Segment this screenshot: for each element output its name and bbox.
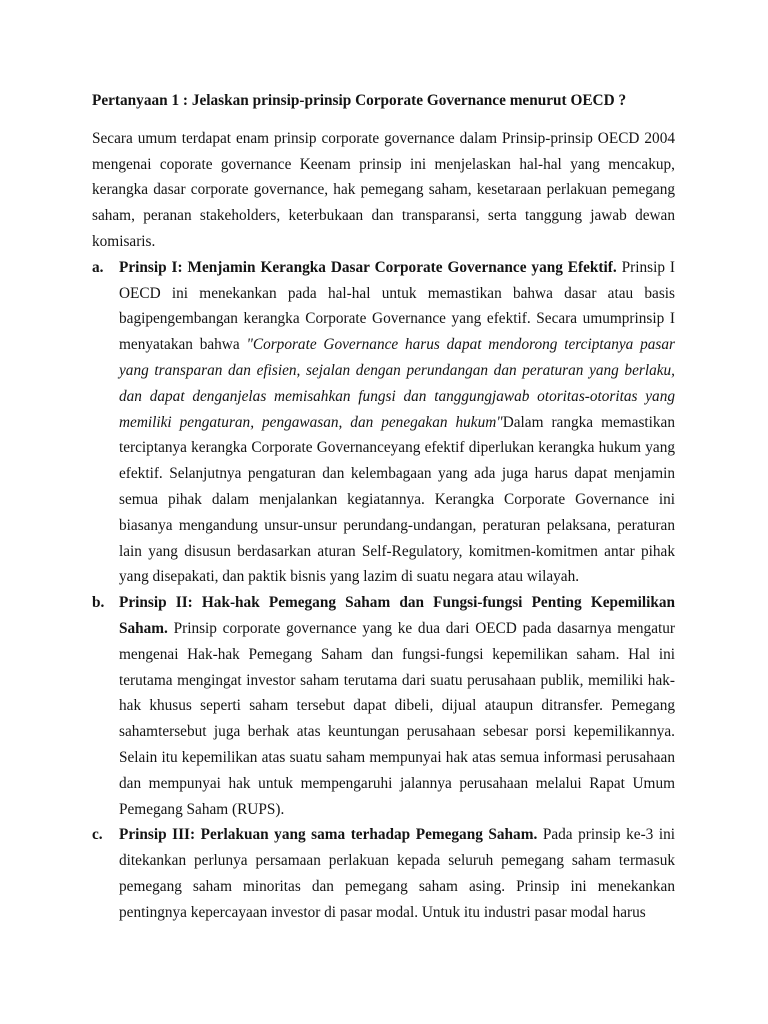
principle-quote: "Corporate Governance harus dapat mendorong terciptanya pasar yang transparan dan efisien, sejalan dengan perundangan dan peraturan yang berlaku, dan dapat denganjelas memisahkan fungsi dan tanggungjawab otoritas-otoritas yang memiliki pengaturan, pengawasan, dan penegakan hukum" — [119, 336, 675, 431]
question-heading: Pertanyaan 1 : Jelaskan prinsip-prinsip Corporate Governance menurut OECD ? — [92, 92, 627, 109]
principle-text: Prinsip corporate governance yang ke dua dari OECD pada dasarnya mengatur mengenai Hak-hak Pemegang Saham dan fungsi-fungsi kepemilikan saham. Hal ini terutama mengingat investor saham terutama dari suatu perusahaan publik, memiliki hak-hak khusus seperti saham tersebut dapat dibeli, dijual ataupun ditransfer. Pemegang sahamtersebut juga berhak atas keuntungan perusahaan sebesar porsi kepemilikannya. Selain itu kepemilikan atas suatu saham mempunyai hak atas semua informasi perusahaan dan mempunyai hak untuk mempengaruhi jalannya perusahaan melalui Rapat Umum Pemegang Saham (RUPS). — [119, 619, 675, 818]
intro-paragraph: Secara umum terdapat enam prinsip corporate governance dalam Prinsip-prinsip OECD 2004 mengenai coporate governance Keenam prinsip ini menjelaskan hal-hal yang mencakup, kerangka dasar corporate governance, hak pemegang saham, kesetaraan perlakuan pemegang saham, peranan stakeholders, keterbukaan dan transparansi, serta tanggung jawab dewan komisaris. — [92, 129, 675, 250]
principles-list — [92, 255, 675, 926]
principle-title: Prinsip III: Perlakuan yang sama terhadap Pemegang Saham. — [119, 826, 538, 844]
principle-item-a — [92, 255, 675, 590]
principle-text: Pada prinsip ke-3 ini ditekankan perlunya persamaan perlakuan kepada seluruh pemegang saham termasuk pemegang saham minoritas dan pemegang saham asing. Prinsip ini menekankan pentingnya kepercayaan investor di pasar modal. Untuk itu industri pasar modal harus — [119, 826, 676, 921]
principle-text-continued: Dalam rangka memastikan terciptanya kerangka Corporate Governanceyang efektif diperlukan kerangka hukum yang efektif. Selanjutnya pengaturan dan kelembagaan yang ada juga harus dapat menjamin semua pihak dalam menjalankan kegiatannya. Kerangka Corporate Governance ini biasanya mengandung unsur-unsur perundang-undangan, peraturan pelaksana, peraturan lain yang disusun berdasarkan aturan Self-Regulatory, komitmen-komitmen antar pihak yang disepakati, dan paktik bisnis yang lazim di suatu negara atau wilayah. — [119, 413, 675, 586]
principle-title: Prinsip I: Menjamin Kerangka Dasar Corporate Governance yang Efektif. — [119, 258, 617, 276]
principle-item-b — [92, 590, 675, 822]
list-marker: b. — [92, 594, 105, 612]
principle-text: Prinsip I OECD ini menekankan pada hal-hal untuk memastikan bahwa dasar atau basis bagipengembangan kerangka Corporate Governance yang efektif. Secara umumprinsip I menyatakan bahwa — [119, 258, 675, 354]
document-page — [92, 88, 675, 926]
list-marker: a. — [92, 258, 104, 276]
principle-item-c — [92, 822, 675, 925]
list-marker: c. — [92, 826, 103, 844]
principle-title: Prinsip II: Hak-hak Pemegang Saham dan Fungsi-fungsi Penting Kepemilikan Saham. — [119, 594, 675, 637]
